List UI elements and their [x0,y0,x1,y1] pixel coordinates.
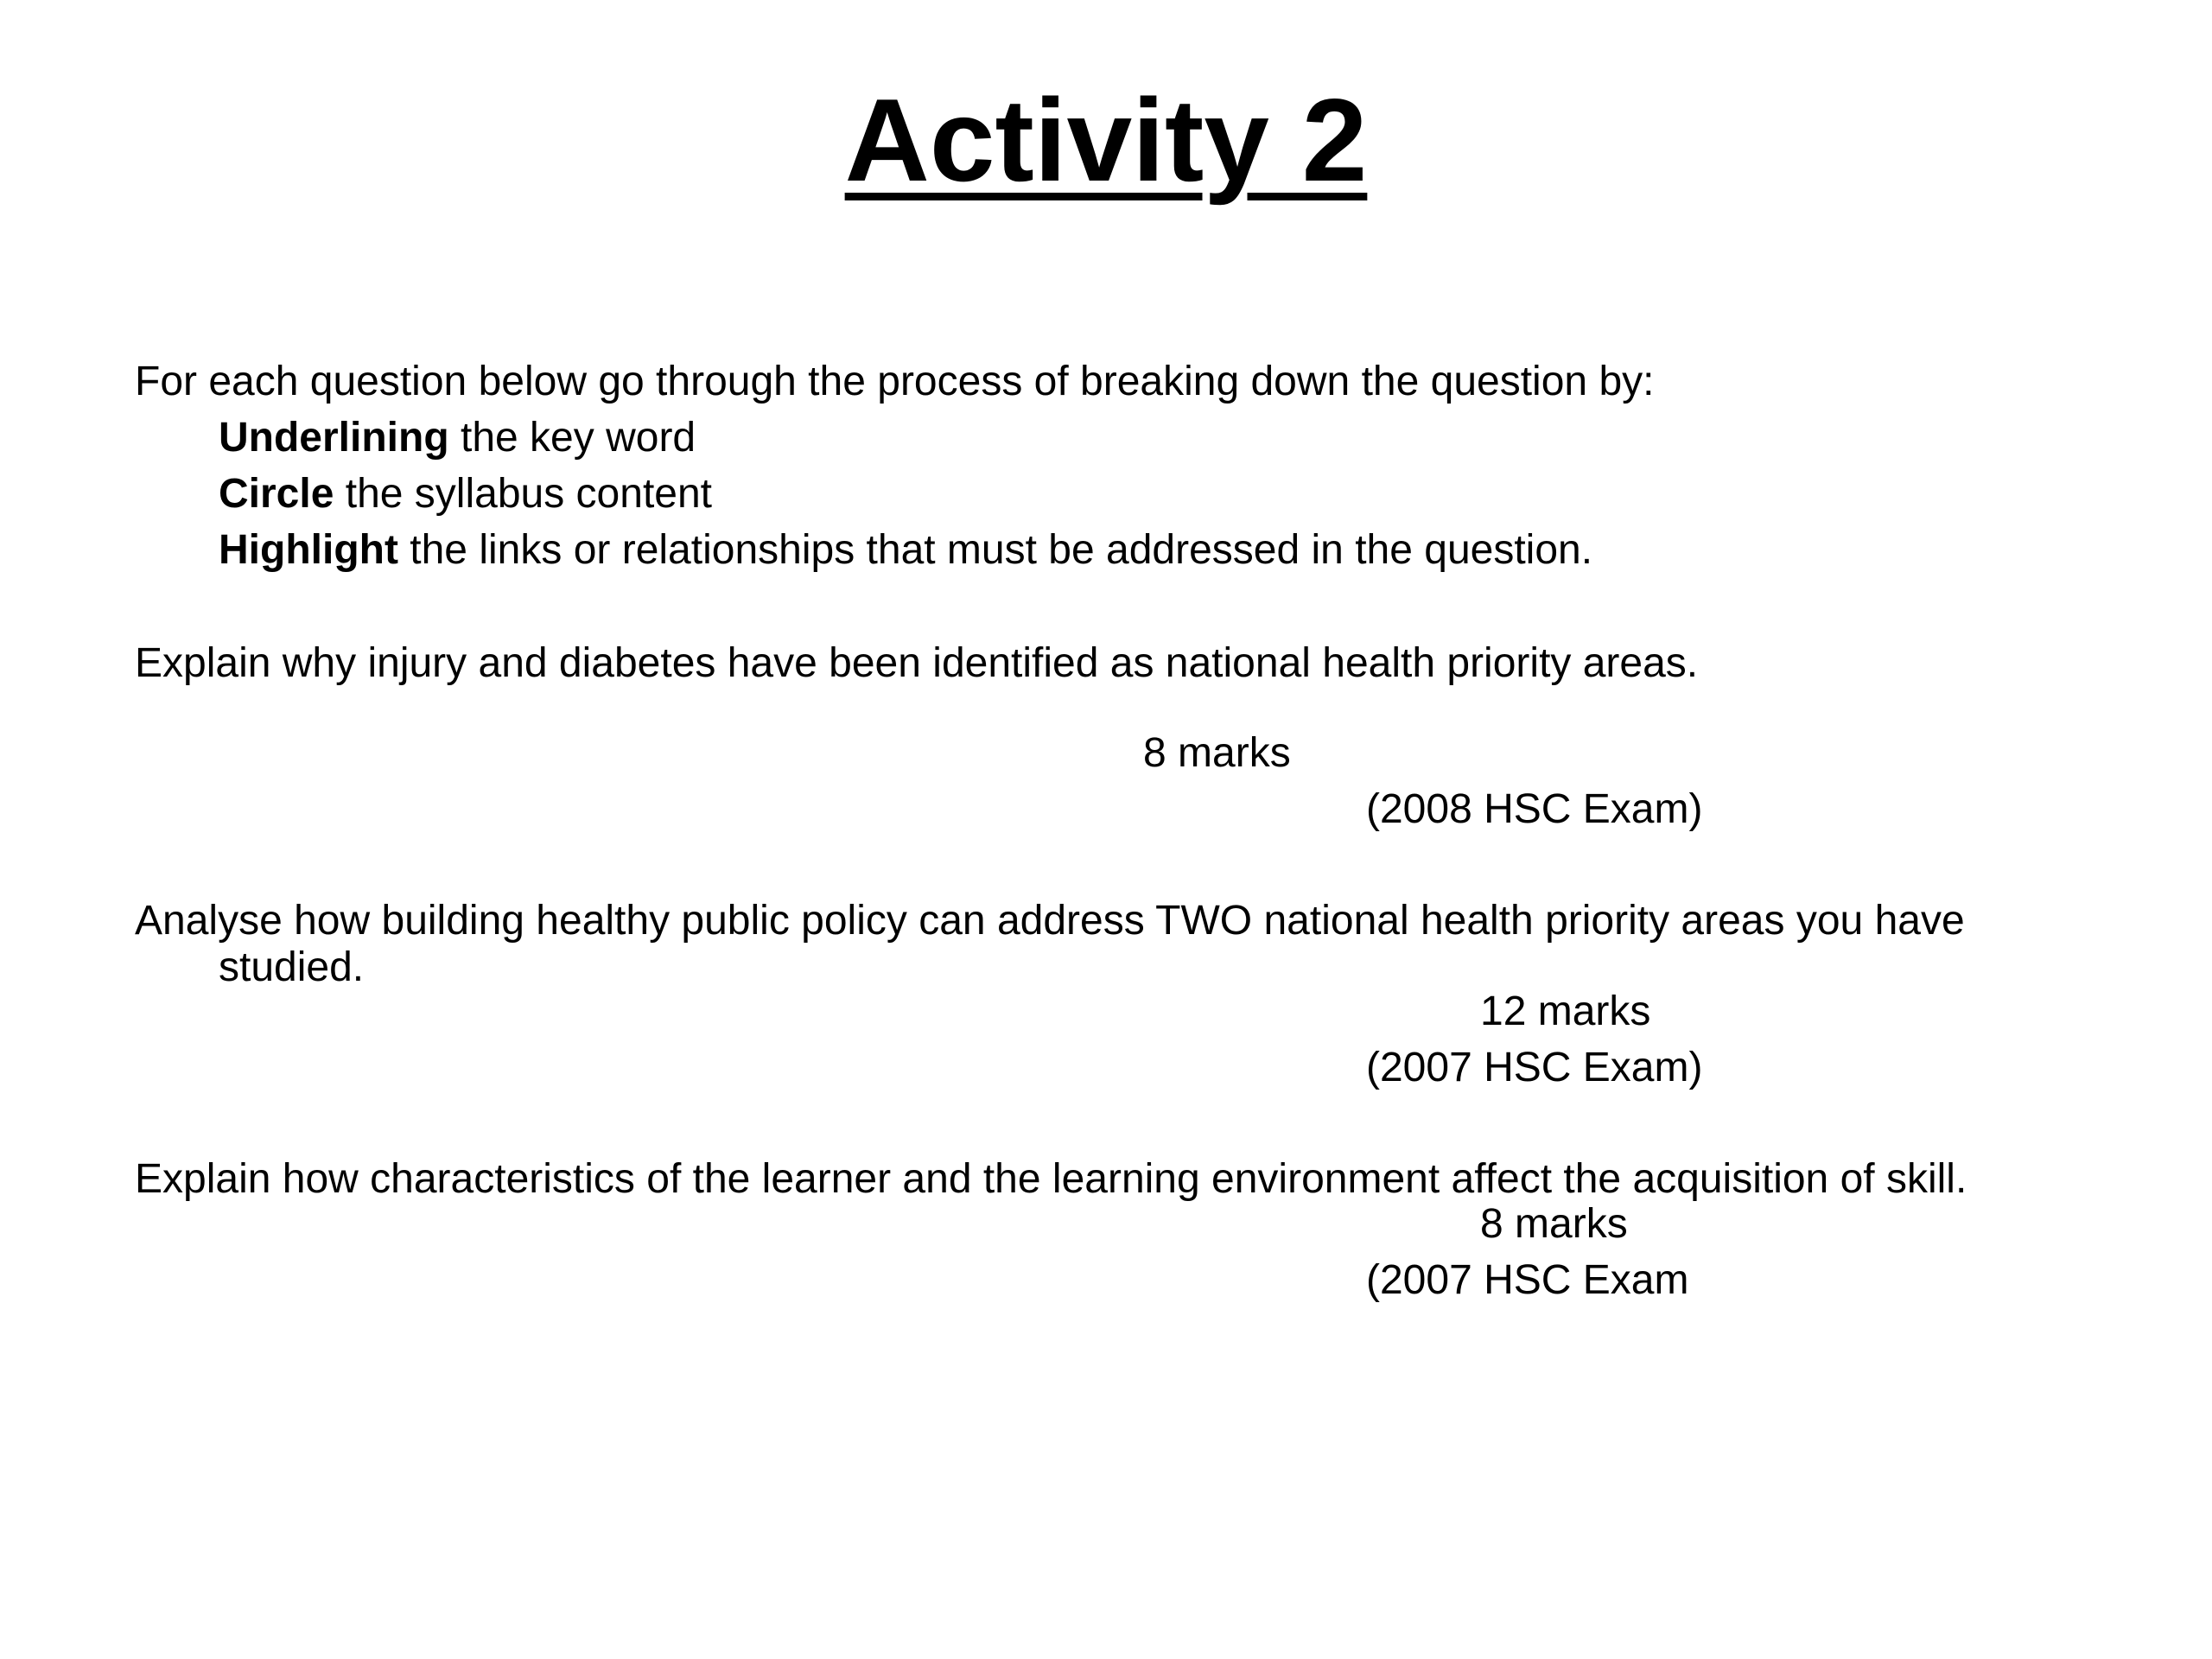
question-1-marks: 8 marks [1143,730,1291,776]
step-keyword: Underlining [219,415,449,461]
step-highlight [219,526,1592,575]
step-description: the key word [448,415,696,461]
step-circle [219,470,712,518]
step-keyword: Circle [219,471,334,517]
step-description: the syllabus content [334,471,713,517]
question-3-marks: 8 marks [1480,1201,1628,1247]
question-2-text-continued: studied. [219,944,365,990]
question-1-text: Explain why injury and diabetes have been identified as national health priority areas. [135,640,1699,686]
instructions-intro: For each question below go through the process of breaking down the question by: [135,359,1655,404]
question-1-source: (2008 HSC Exam) [1366,786,1703,832]
question-3-text: Explain how characteristics of the learner and the learning environment affect the acquisition of skill. [135,1156,1967,1202]
question-3-source: (2007 HSC Exam [1366,1257,1689,1303]
step-keyword: Highlight [219,527,398,573]
step-description: the links or relationships that must be addressed in the question. [397,527,1593,573]
slide-title: Activity 2 [844,74,1368,206]
question-2-text: Analyse how building healthy public policy can address TWO national health priority areas you have [135,898,1965,944]
step-underlining [219,414,696,462]
question-2-source: (2007 HSC Exam) [1366,1045,1703,1090]
question-2-marks: 12 marks [1480,988,1651,1034]
